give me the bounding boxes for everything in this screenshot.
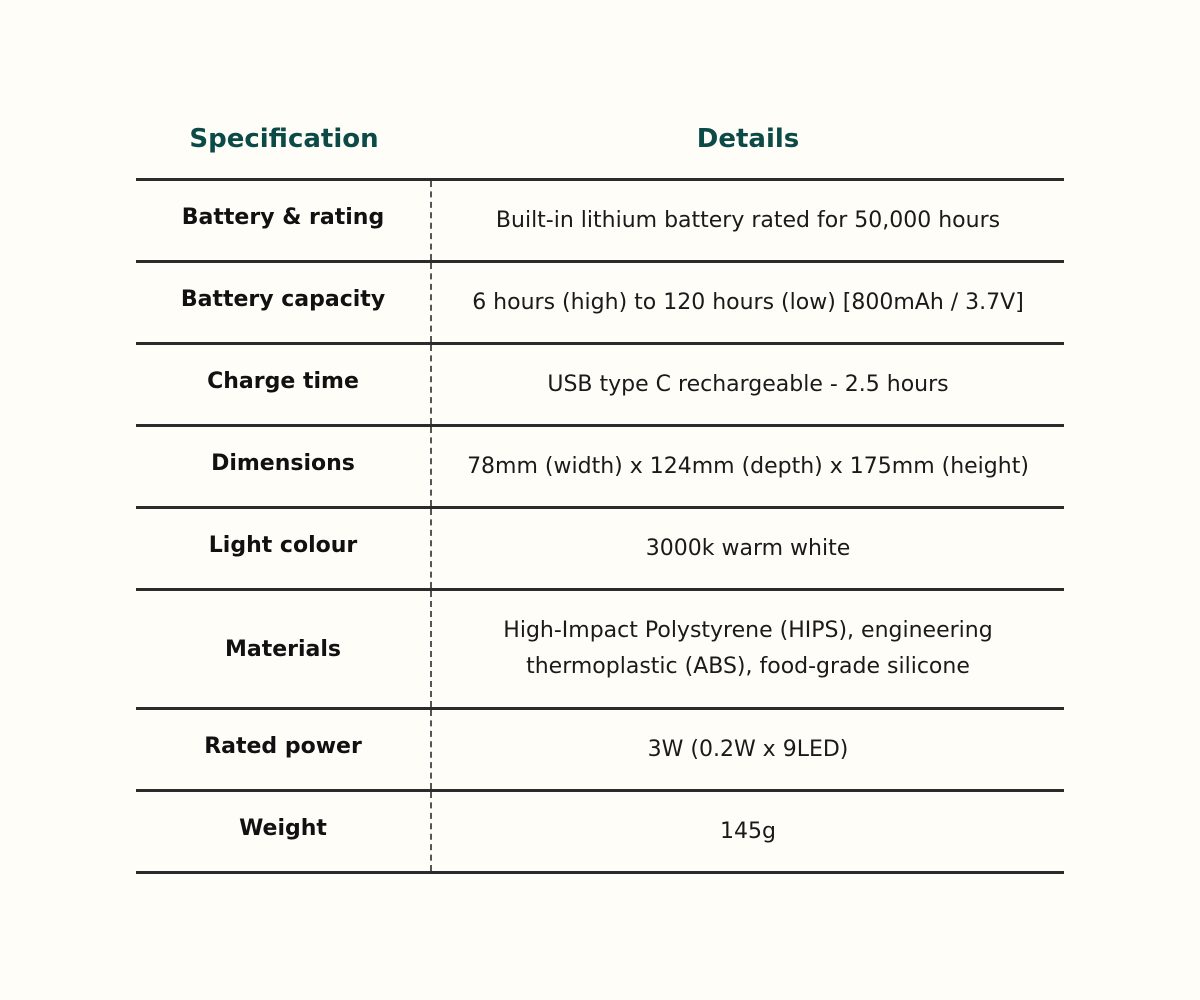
spec-label: Dimensions xyxy=(211,451,355,476)
spec-cell xyxy=(136,181,432,260)
table-row xyxy=(136,263,1064,342)
table-row xyxy=(136,181,1064,260)
row-divider xyxy=(136,871,1064,874)
spec-label: Battery capacity xyxy=(180,287,386,312)
table-header-row xyxy=(136,100,1064,178)
spec-cell xyxy=(136,591,432,707)
spec-label: Weight xyxy=(239,816,327,841)
details-cell: 6 hours (high) to 120 hours (low) [800mAh / 3.7V] xyxy=(472,289,1024,315)
spec-cell xyxy=(136,345,432,424)
spec-cell xyxy=(136,509,432,588)
details-cell: 3000k warm white xyxy=(645,535,851,561)
table-row xyxy=(136,792,1064,871)
table-row xyxy=(136,591,1064,707)
spec-cell xyxy=(136,710,432,789)
spec-label: Light colour xyxy=(208,533,358,558)
details-cell: 78mm (width) x 124mm (depth) x 175mm (height) xyxy=(467,453,1029,479)
spec-label: Charge time xyxy=(207,369,359,394)
spec-table xyxy=(136,100,1064,874)
table-row xyxy=(136,710,1064,789)
spec-cell xyxy=(136,792,432,871)
table-row xyxy=(136,427,1064,506)
table-row xyxy=(136,345,1064,424)
header-specification: Specification xyxy=(189,124,379,154)
spec-label: Battery & rating xyxy=(181,205,385,230)
spec-label: Materials xyxy=(224,636,342,662)
header-details: Details xyxy=(696,124,800,154)
details-cell: 145g xyxy=(720,818,776,844)
details-cell: USB type C rechargeable - 2.5 hours xyxy=(547,371,949,397)
details-cell: High-Impact Polystyrene (HIPS), engineering thermoplastic (ABS), food-grade silicone xyxy=(503,618,993,679)
spec-cell xyxy=(136,427,432,506)
spec-cell xyxy=(136,263,432,342)
spec-label: Rated power xyxy=(204,734,362,759)
details-cell: Built-in lithium battery rated for 50,000 hours xyxy=(495,207,1001,233)
table-row xyxy=(136,509,1064,588)
details-cell: 3W (0.2W x 9LED) xyxy=(647,736,849,762)
